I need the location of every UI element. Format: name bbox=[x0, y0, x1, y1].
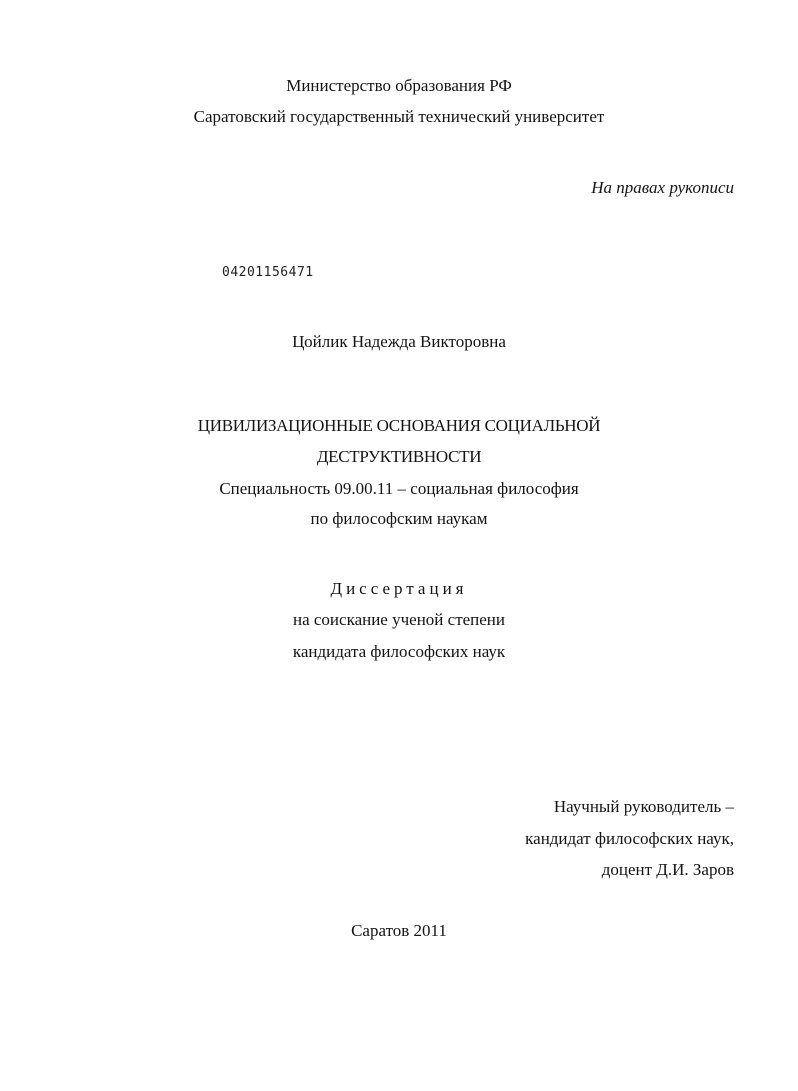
manuscript-note: На правах рукописи bbox=[591, 178, 734, 197]
supervisor-line-1: Научный руководитель – bbox=[553, 797, 734, 816]
degree-line-1: на соискание ученой степени bbox=[292, 610, 506, 629]
author-name: Цойлик Надежда Викторовна bbox=[292, 332, 506, 351]
dissertation-title-line-2: ДЕСТРУКТИВНОСТИ bbox=[316, 447, 482, 466]
specialty-line-2: по философским наукам bbox=[310, 509, 488, 528]
supervisor-line-2: кандидат философских наук, bbox=[525, 829, 734, 848]
registration-number: 04201156471 bbox=[222, 265, 314, 280]
degree-line-2: кандидата философских наук bbox=[292, 642, 506, 661]
supervisor-line-3: доцент Д.И. Заров bbox=[601, 860, 734, 879]
ministry-name: Министерство образования РФ bbox=[286, 76, 512, 95]
dissertation-title-line-1: ЦИВИЛИЗАЦИОННЫЕ ОСНОВАНИЯ СОЦИАЛЬНОЙ bbox=[197, 416, 601, 435]
university-name: Саратовский государственный технический университет bbox=[193, 107, 605, 126]
dissertation-heading: Диссертация bbox=[330, 579, 468, 598]
specialty-line-1: Специальность 09.00.11 – социальная философия bbox=[219, 479, 579, 498]
place-and-year: Саратов 2011 bbox=[351, 921, 447, 940]
